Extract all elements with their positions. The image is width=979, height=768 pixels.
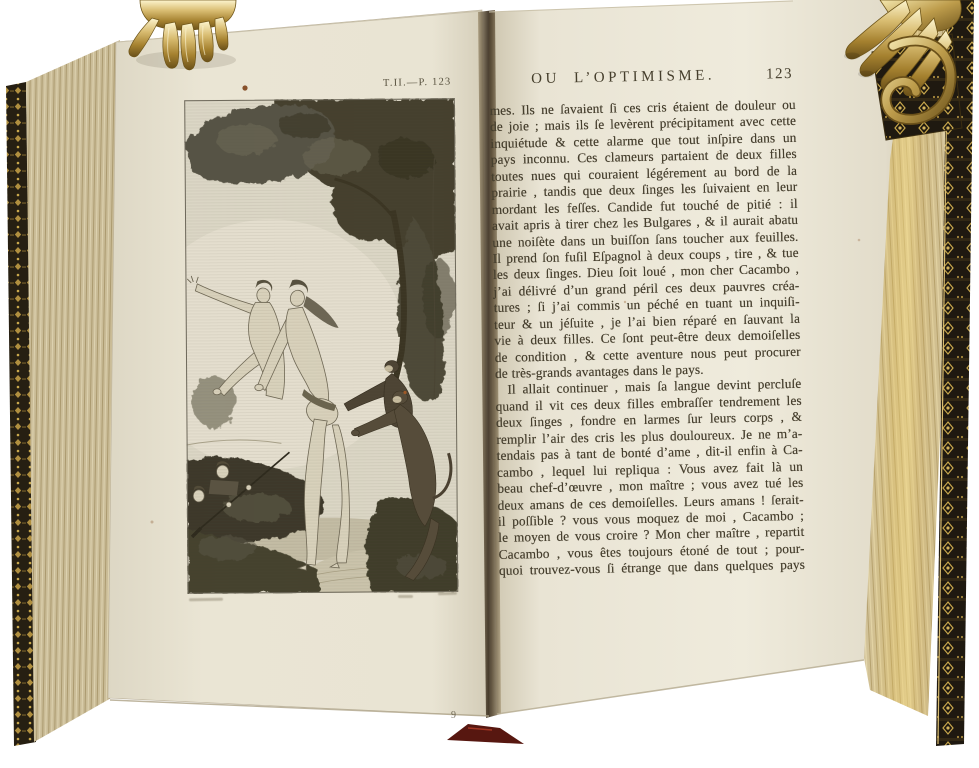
text-line: le moyen de vous croire ? Mon cher maître , repartit: [498, 524, 805, 546]
text-line: il poſſible ? vous vous moquez de moi , Cacambo ;: [497, 507, 805, 529]
signature-mark: 9: [451, 710, 456, 721]
finger-icon: [163, 22, 179, 68]
plate-label: T.II.—P. 123: [382, 76, 452, 89]
finger-icon: [181, 23, 196, 70]
text-lines: [490, 97, 806, 580]
text-line: une noiſète dans un buiſſon ſans toucher aux feuilles.: [492, 228, 799, 250]
text-line: avait apris à tirer chez les Bulgares , & il aurait abatu: [491, 211, 799, 234]
text-line: tures ; ſi j’ai commis un péché en tuant un inquiſi-: [493, 294, 800, 316]
text-line: cambo , lequel lui repliqua : Vous avez fait là un: [496, 458, 804, 480]
text-line: toutes nues qui couraient légérement au bord de la: [490, 162, 798, 184]
text-line: les deux ſinges. Dieu ſoit loué , mon cher Cacambo ,: [492, 261, 800, 283]
text-line: prairie , tandis que deux ſinges les ſuivaient en leur: [491, 179, 798, 201]
fingertip-shadow: [844, 53, 860, 60]
text-line: j’ai délivré d’un grand péril ces deux pauvres créa-: [493, 277, 800, 299]
page-number: 123: [765, 65, 794, 83]
text-line: de condition , & cette aventure nous peut procurer: [494, 343, 801, 365]
text-line: de très-grands avantages dans le pays.: [494, 361, 704, 381]
text-line: teur & un jéſuite , je l’ai bien réparé en ſauvant la: [493, 310, 801, 332]
fingertip-shadow: [858, 71, 874, 78]
text-line: deux amans de ces demoiſelles. Leurs amans ! ſerait-: [497, 491, 804, 513]
text-line: mordant les feſſes. Candide fut touché de pitié : il: [491, 195, 798, 217]
foxing-spot: [151, 521, 154, 524]
running-head-title: OU L’OPTIMISME.: [531, 67, 716, 88]
text-line: Il allait continuer , mais ſa langue devint percluſe: [507, 376, 802, 398]
text-line: remplir l’air des cris les plus douloureux. Je ne m’a-: [496, 425, 803, 447]
right-page-text: [489, 66, 805, 580]
engraving-hatch-overlay: [184, 98, 458, 594]
text-line: de joie ; mais ils ſe levèrent précipitament avec cette: [489, 113, 797, 135]
text-line: Il prend ſon fuſil Eſpagnol à deux coups , tire , & tue: [492, 244, 799, 266]
text-line: deux ſinges , fondre en larmes ſur leurs corps , &: [495, 409, 803, 431]
text-line: inquiétude & cette alarme que tout inſpire dans un: [490, 129, 797, 151]
text-line: vie à deux filles. Ce ſont peut-être deux demoiſelles: [494, 326, 801, 349]
text-line: pays inconnu. Ces clameurs partaient de deux filles: [490, 146, 797, 168]
text-line: beau chef-d’œuvre , mon maître ; vous avez tué les: [497, 474, 804, 496]
brass-hand-clip-left: [129, 0, 236, 70]
text-line: quoi trouvez-vous ſi étrange que dans quelques pays: [498, 557, 806, 579]
engraver-signature-mark: [189, 598, 223, 602]
foxing-spot: [858, 239, 861, 242]
text-line: tendais pas à tant de bonté d’ame , dit-il enfin à Ca-: [496, 441, 803, 464]
foxing-spot: [242, 85, 247, 90]
text-line: Cacambo , vous êtes toujours étoné de tout ; pour-: [498, 540, 805, 562]
text-line: mes. Ils ne ſavaient ſi ces cris étaient de douleur ou: [489, 96, 796, 118]
text-line: quand il vit ces deux filles embraſſer tendrement les: [495, 392, 802, 414]
left-fore-edge-pages: [26, 40, 120, 742]
engraver-signature-mark: [398, 595, 413, 598]
